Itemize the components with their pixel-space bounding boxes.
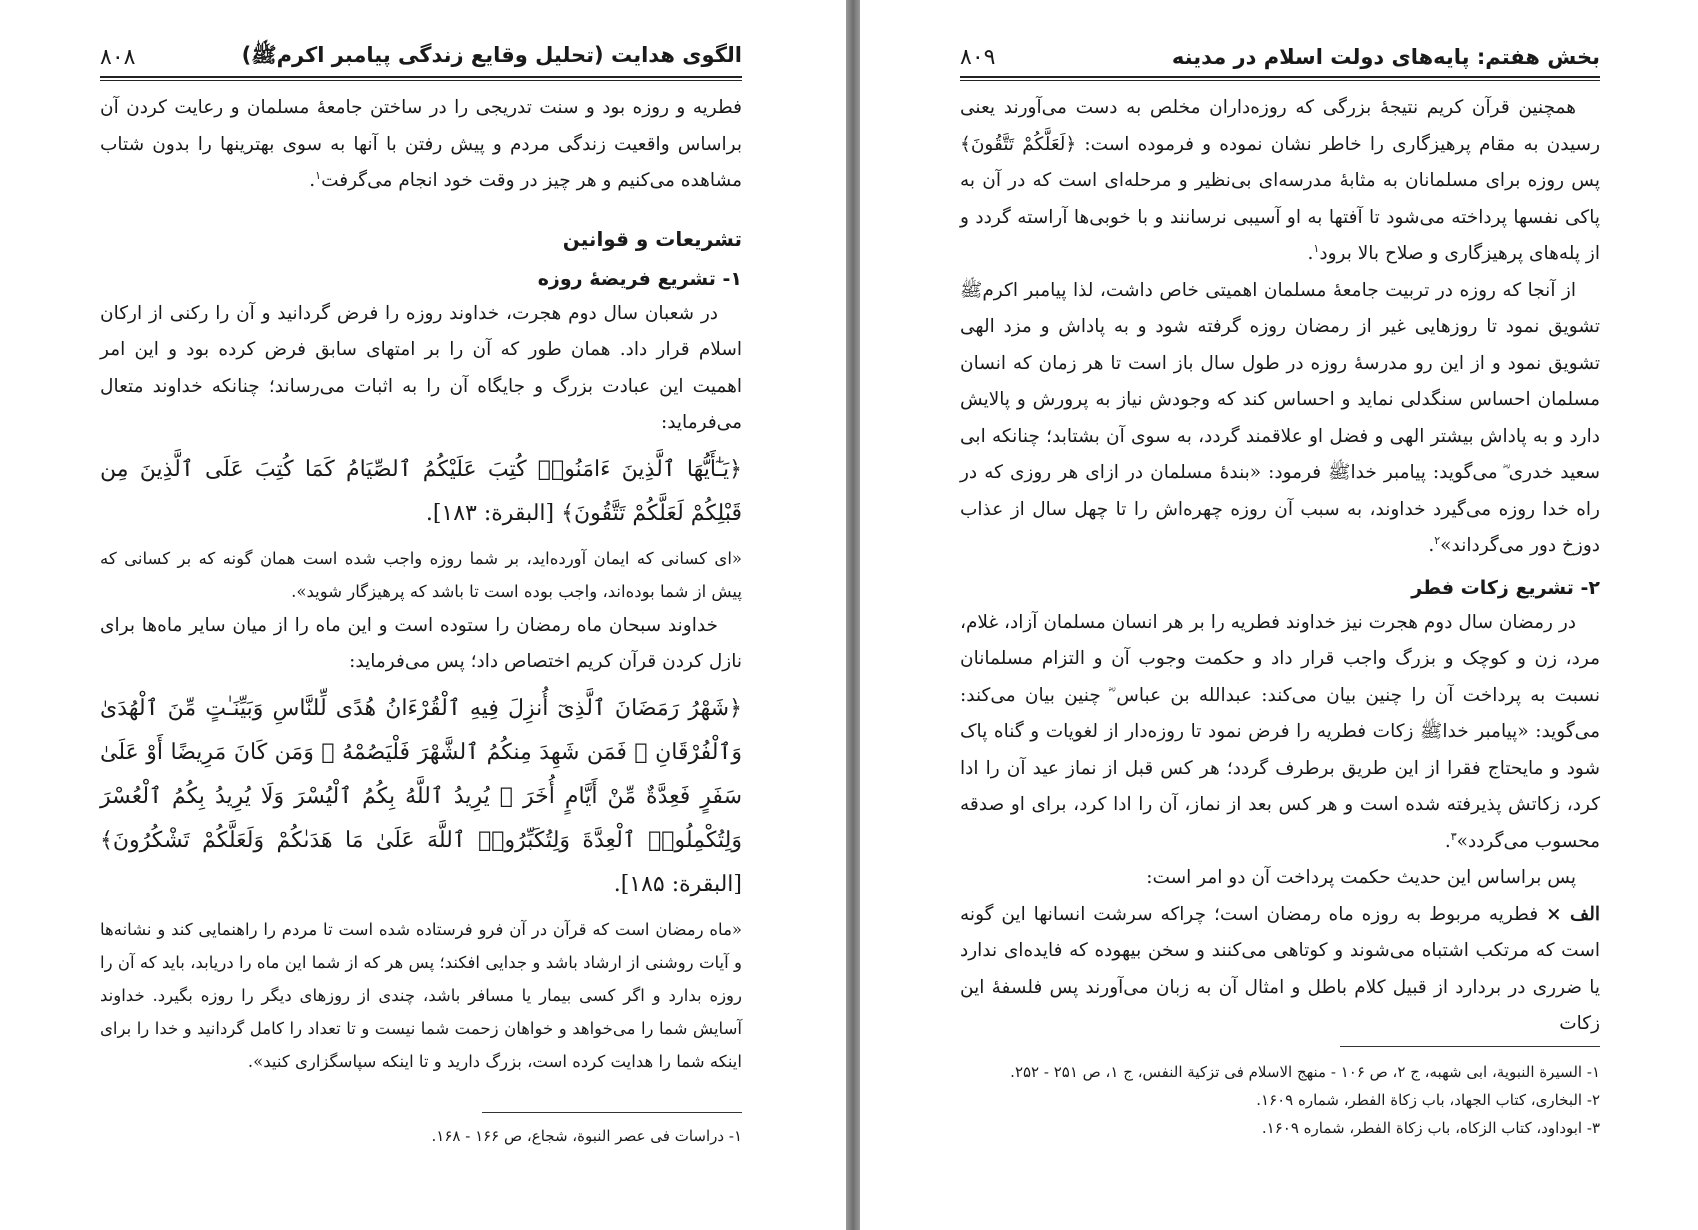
quran-verse: ﴿يَـٰٓأَيُّهَا ٱلَّذِينَ ءَامَنُوا۟ كُتِبَ عَلَيْكُمُ ٱلصِّيَامُ كَمَا كُتِبَ عَلَى ٱلَّذِينَ مِن قَبْلِكُمْ لَعَلَّكُمْ تَتَّقُونَ﴾ [البقرة: ۱۸۳]. <box>100 456 742 526</box>
section-heading: تشریعات و قوانین <box>562 226 742 251</box>
footnotes <box>100 1122 742 1150</box>
page-header <box>960 40 1600 74</box>
footnote-ref: ۲ <box>1434 533 1441 547</box>
footnote: ۳- ابوداود، کتاب الزکاه، باب زکاة الفطر، شماره ۱۶۰۹. <box>1261 1119 1600 1137</box>
footnote-ref: ۳ <box>1450 829 1457 843</box>
footnote-rule <box>482 1112 742 1113</box>
paragraph: همچنین قرآن کریم نتیجهٔ بزرگی که روزه‌داران مخلص به دست می‌آورند یعنی رسیدن به مقام پرهیزگاری را خاطر نشان نموده و فرموده است: ﴿لَعَلَّكُمْ تَتَّقُونَ﴾ پس روزه برای مسلمانان به مثابهٔ مدرسه‌ای بی‌نظیر و مرحله‌ای است که در آن به پاکی نفسها پرداخته می‌شود تا آفتها به او آسیبی نرسانند و با خوبی‌ها آراسته گردد و از پله‌های پرهیزگاری و صلاح بالا برود$^۱$. <box>960 97 1600 264</box>
paragraph: پس براساس این حدیث حکمت پرداخت آن دو امر است: <box>1146 867 1576 888</box>
paragraph: فطریه و روزه بود و سنت تدریجی را در ساختن جامعهٔ مسلمان و رعایت کردن آن براساس واقعیت زندگی مردم و پیش رفتن با آنها به سوی بهترینها را بدون شتاب مشاهده می‌کنیم و هر چیز در وقت خود انجام می‌گرفت$^۱$. <box>100 97 742 191</box>
paragraph: خداوند سبحان ماه رمضان را ستوده است و این ماه را از میان سایر ماه‌ها برای نازل کردن قرآن کریم اختصاص داد؛ پس می‌فرماید: <box>100 614 742 672</box>
paragraph: الف × فطریه مربوط به روزه ماه رمضان است؛ چراکه سرشت انسانها این گونه است که مرتکب اشتباه می‌شوند و کوتاهی می‌کنند و سخن بیهوده که فایده‌ای ندارد یا ضرری در بردارد از قبیل کلام باطل و امثال آن به زبان می‌آورند پس فلسفهٔ این زکات <box>960 903 1600 1034</box>
footnote: ۲- البخاری، کتاب الجهاد، باب زکاة الفطر، شماره ۱۶۰۹. <box>1256 1091 1600 1109</box>
paragraph: از آنجا که روزه در تربیت جامعهٔ مسلمان اهمیتی خاص داشت، لذا پیامبر اکرمﷺ تشویق نمود تا روزهایی غیر از رمضان روزه گرفته شود و به پاداش و مزد الهی تشویق نمود و از این رو مدرسهٔ روزه در طول سال باز است تا هر زمان که انسان مسلمان احساس سنگدلی نماید و احساس کند که وجودش نیاز به پرورش و پالایش دارد و به پاداش بیشتر الهی و فضل او علاقمند گردد، به سوی آن بشتابد؛ چنانکه ابی سعید خدری ؓ می‌گوید: پیامبر خداﷺ فرمود: «بندهٔ مسلمان در ازای هر روزی که در راه خدا روزه می‌گیرد خداوند، به سبب آن روزه چهره‌اش را تا چهل سال از عذاب دوزخ دور می‌گرداند»$^۲$. <box>960 279 1600 556</box>
subsection-heading: ۲- تشریع زکات فطر <box>1411 576 1600 599</box>
running-title: بخش هفتم: پایه‌های دولت اسلام در مدینه <box>1171 45 1600 69</box>
page-header <box>100 40 742 74</box>
footnotes <box>960 1058 1600 1142</box>
paragraph: در رمضان سال دوم هجرت نیز خداوند فطریه را بر هر انسان مسلمان آزاد، غلام، مرد، زن و کوچک و بزرگ واجب قرار داد و حکمت وجوب آن و التزام مسلمانان نسبت به پرداخت آن را چنین بیان می‌کند: عبدالله بن عباس ؓ چنین بیان می‌کند: می‌گوید: «پیامبر خداﷺ زکات فطریه را فرض نمود تا روزه‌دار از لغویات و گناه پاک شود و مایحتاج فقرا از این طریق برطرف گردد؛ هر کس قبل از نماز عید آن را ادا کرد، زکاتش پذیرفته شده است و هر کس بعد از نماز، آن را ادا کرد، برای او صدقه محسوب می‌گردد»$^۳$. <box>960 611 1600 852</box>
book-gutter <box>846 0 860 1230</box>
footnote: ۱- السیرة النبویة، ابی شهبه، ج ۲، ص ۱۰۶ - منهج الاسلام فی تزکیة النفس، ج ۱، ص ۲۵۱ - ۲۵۲. <box>1010 1063 1600 1081</box>
footnote: ۱- دراسات فی عصر النبوة، شجاع، ص ۱۶۶ - ۱۶۸. <box>431 1127 742 1145</box>
paragraph: در شعبان سال دوم هجرت، خداوند روزه را فرض گردانید و آن را رکنی از ارکان اسلام قرار داد. همان طور که آن را بر امتهای سابق فرض کرده بود و این امر اهمیت این عبادت بزرگ و جایگاه آن را به اثبات می‌رساند؛ چنانکه خداوند متعال می‌فرماید: <box>100 302 742 433</box>
header-rule <box>960 76 1600 81</box>
page-number: ۸۰۹ <box>960 44 996 70</box>
subsection-heading: ۱- تشریع فریضهٔ روزه <box>537 267 742 290</box>
footnote-rule <box>1340 1046 1600 1047</box>
running-title: الگوی هدایت (تحلیل وقایع زندگی پیامبر اکرمﷺ) <box>241 42 742 67</box>
footnote-ref: ۱ <box>1313 241 1320 255</box>
page-808 <box>0 0 846 1230</box>
footnote-ref: ۱ <box>315 168 322 182</box>
verse-translation: «ماه رمضان است که قرآن در آن فرو فرستاده شده است تا مردم را راهنمایی کند و نشانه‌ها و آیات روشنی از ارشاد باشد و جدایی افکند؛ پس هر که از شما این ماه را دریابد، باید که آن را روزه بدارد و اگر کسی بیمار یا مسافر باشد، چندی از روزهای دیگر را روزه بگیرد. خداوند آسایش شما را می‌خواهد و خواهان زحمت شما نیست و تا تعداد را کامل گردانید و خدا را برای اینکه شما را هدایت کرده است، بزرگ دارید و تا اینکه سپاسگزاری کنید». <box>100 919 742 1071</box>
page-809 <box>860 0 1698 1230</box>
page-number: ۸۰۸ <box>100 44 136 70</box>
quran-verse: ﴿شَهْرُ رَمَضَانَ ٱلَّذِىٓ أُنزِلَ فِيهِ ٱلْقُرْءَانُ هُدًى لِّلنَّاسِ وَبَيِّنَـٰتٍ مِّنَ ٱلْهُدَىٰ وَٱلْفُرْقَانِ ۚ فَمَن شَهِدَ مِنكُمُ ٱلشَّهْرَ فَلْيَصُمْهُ ۖ وَمَن كَانَ مَرِيضًا أَوْ عَلَىٰ سَفَرٍ فَعِدَّةٌ مِّنْ أَيَّامٍ أُخَرَ ۗ يُرِيدُ ٱللَّهُ بِكُمُ ٱلْيُسْرَ وَلَا يُرِيدُ بِكُمُ ٱلْعُسْرَ وَلِتُكْمِلُوا۟ ٱلْعِدَّةَ وَلِتُكَبِّرُوا۟ ٱللَّهَ عَلَىٰ مَا هَدَىٰكُمْ وَلَعَلَّكُمْ تَشْكُرُونَ﴾ [البقرة: ۱۸۵]. <box>100 695 742 897</box>
page-body <box>100 90 742 1078</box>
verse-translation: «ای کسانی که ایمان آورده‌اید، بر شما روزه واجب شده است همان گونه که بر کسانی که پیش از شما بوده‌اند، واجب بوده است تا باشد که پرهیزگار شوید». <box>100 548 742 601</box>
page-body <box>960 90 1600 1043</box>
header-rule <box>100 76 742 81</box>
list-label: الف × <box>1546 903 1600 925</box>
